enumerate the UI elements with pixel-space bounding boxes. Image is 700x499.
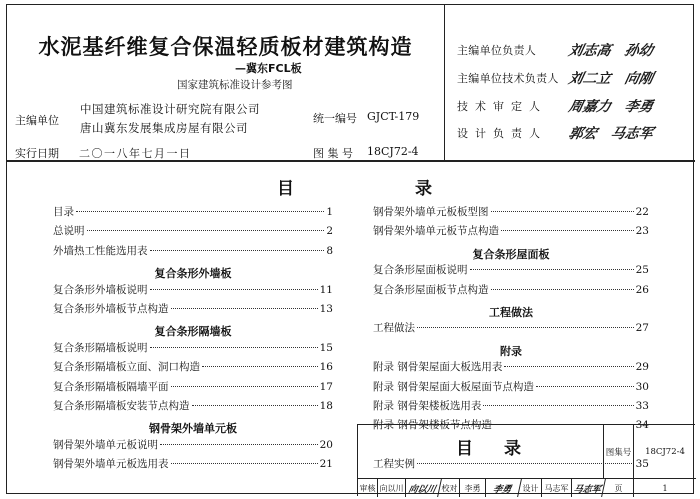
sign-cell: 设计 (520, 479, 542, 497)
toc-entry[interactable] (53, 382, 333, 393)
toc-section-heading: 复合条形隔墙板 (154, 325, 232, 339)
signature: 郭宏 (567, 126, 599, 142)
toc-leader-dots (417, 327, 634, 328)
toc-entry-page: 23 (635, 225, 649, 238)
toc-heading-left: 目 (277, 179, 294, 199)
sign-cell: 校对 (440, 479, 460, 497)
toc-entry-page: 22 (635, 206, 649, 218)
toc-entry-title: 工程做法 (373, 322, 415, 335)
toc-entry-title: 附录 钢骨架楼板选用表 (373, 400, 482, 412)
responsible-persons (445, 5, 695, 161)
title-block-sign-row (358, 479, 696, 497)
toc-leader-dots (202, 366, 318, 367)
page-title: 水泥基纤维复合保温轻质板材建筑构造 (38, 35, 413, 59)
toc-entry-page: 2 (326, 225, 333, 238)
toc-entry[interactable] (373, 265, 649, 276)
toc-leader-dots (171, 463, 318, 464)
signature: 孙幼 (623, 43, 655, 59)
toc-entry-title: 附录 钢骨架屋面大板屋面节点构造 (373, 380, 534, 393)
toc-entry-title: 附录 钢骨架楼板节点构造 (373, 419, 492, 432)
sign-cell: 审核 (358, 479, 378, 497)
header-info (7, 5, 445, 161)
table-of-contents (7, 161, 695, 495)
toc-entry-title: 外墙热工性能选用表 (53, 244, 148, 257)
toc-leader-dots (171, 308, 318, 309)
toc-entry[interactable] (373, 401, 649, 412)
toc-entry[interactable] (53, 226, 333, 237)
sign-cell: 李勇 (460, 479, 486, 497)
toc-leader-dots (192, 405, 318, 406)
toc-section-heading: 工程做法 (489, 306, 533, 319)
title-block (357, 424, 695, 496)
toc-entry-title: 复合条形外墙板节点构造 (53, 303, 169, 315)
toc-leader-dots (470, 269, 634, 270)
toc-entry-page: 16 (319, 361, 333, 374)
role-row (457, 122, 667, 144)
toc-entry-title: 复合条形隔墙板立面、洞口构造 (53, 361, 200, 374)
signature: 周嘉力 (567, 99, 613, 115)
toc-leader-dots (160, 444, 318, 445)
page-subtitle: —冀东FCL板 (235, 62, 302, 75)
org-name-2: 唐山冀东发展集成房屋有限公司 (80, 121, 248, 135)
toc-section-heading: 复合条形外墙板 (154, 267, 232, 281)
atlas-value: 18CJ72-4 (367, 145, 419, 158)
toc-entry-page: 15 (319, 341, 333, 354)
toc-entry-title: 复合条形隔墙板隔墙平面 (53, 380, 169, 393)
page-subtitle-standard: 国家建筑标准设计参考图 (177, 79, 293, 91)
toc-entry[interactable] (53, 362, 333, 373)
toc-entry-title: 附录 钢骨架屋面大板选用表 (373, 361, 503, 374)
title-block-title-1: 目 (456, 439, 473, 459)
signature: 刘二立 (567, 71, 613, 87)
toc-entry-page: 21 (319, 458, 333, 471)
sign-cell: 页 (604, 479, 634, 497)
role-label: 设计负责人 (457, 127, 547, 140)
toc-entry-page: 33 (635, 400, 649, 412)
toc-entry-page: 13 (319, 303, 333, 315)
toc-leader-dots (491, 211, 634, 212)
code-label: 统一编号 (313, 112, 357, 125)
signature: 李勇 (484, 479, 522, 497)
toc-entry-title: 目录 (53, 206, 74, 218)
signature: 刘志高 (567, 43, 613, 59)
role-row (457, 67, 667, 89)
toc-entry[interactable] (373, 285, 649, 296)
role-row (457, 95, 667, 117)
toc-entry-page: 20 (319, 438, 333, 451)
role-label: 主编单位负责人 (457, 44, 537, 57)
toc-entry[interactable] (53, 304, 333, 315)
org-label: 主编单位 (15, 114, 59, 127)
toc-entry-page: 18 (319, 400, 333, 412)
toc-entry-title: 钢骨架外墙单元板选用表 (53, 458, 169, 471)
code-value: GJCT-179 (367, 110, 420, 123)
title-block-title-2: 录 (504, 439, 521, 459)
signature: 向刚 (623, 71, 655, 87)
org-name-1: 中国建筑标准设计研究院有限公司 (80, 102, 260, 116)
toc-entry[interactable] (373, 362, 649, 373)
toc-leader-dots (501, 230, 634, 231)
toc-section-heading: 附录 (500, 344, 522, 358)
toc-entry-page: 34 (635, 419, 649, 432)
toc-leader-dots (483, 405, 633, 406)
toc-entry-title: 总说明 (53, 225, 85, 238)
toc-entry-title: 钢骨架外墙单元板节点构造 (373, 225, 499, 238)
toc-entry-title: 复合条形外墙板说明 (53, 283, 148, 296)
toc-leader-dots (150, 250, 325, 251)
date-value: 二〇一八年七月一日 (79, 147, 192, 160)
role-row (457, 39, 667, 61)
toc-leader-dots (171, 386, 318, 387)
toc-entry-page: 25 (635, 264, 649, 277)
toc-entry[interactable] (53, 459, 333, 470)
toc-entry-title: 工程实例 (373, 458, 415, 471)
signature: 向以川 (404, 479, 442, 497)
toc-entry-page: 26 (635, 283, 649, 296)
toc-entry-title: 复合条形隔墙板安装节点构造 (53, 400, 190, 412)
toc-entry[interactable] (53, 401, 333, 412)
toc-entry-page: 27 (635, 322, 649, 335)
drawing-sheet (6, 4, 694, 494)
toc-entry-page: 8 (326, 244, 333, 257)
toc-entry[interactable] (373, 382, 649, 393)
toc-entry-page: 1 (326, 206, 333, 218)
atlas-label: 图 集 号 (313, 147, 353, 160)
toc-leader-dots (536, 386, 634, 387)
toc-entry-title: 复合条形屋面板节点构造 (373, 283, 489, 296)
date-label: 实行日期 (15, 147, 59, 160)
toc-entry[interactable] (53, 285, 333, 296)
toc-entry[interactable] (373, 226, 649, 237)
toc-entry[interactable] (373, 323, 649, 334)
role-label: 技术审定人 (457, 100, 547, 113)
title-block-heading (358, 425, 604, 479)
toc-leader-dots (491, 289, 634, 290)
role-label: 主编单位技术负责人 (457, 72, 559, 85)
signature: 马志军 (609, 126, 655, 142)
toc-leader-dots (150, 347, 318, 348)
toc-entry[interactable] (373, 207, 649, 218)
toc-heading-right: 录 (415, 179, 432, 199)
toc-entry-page: 11 (319, 283, 333, 296)
toc-entry[interactable] (53, 343, 333, 354)
toc-entry-title: 复合条形屋面板说明 (373, 264, 468, 277)
toc-entry[interactable] (53, 207, 333, 218)
toc-leader-dots (504, 366, 633, 367)
signature: 马志军 (570, 479, 606, 497)
toc-entry[interactable] (53, 440, 333, 451)
toc-entry[interactable] (53, 246, 333, 257)
toc-entry-page: 17 (319, 380, 333, 393)
toc-entry-page: 29 (635, 361, 649, 374)
page-number: 1 (662, 483, 668, 493)
toc-leader-dots (87, 230, 325, 231)
sign-cell: 向以川 (378, 479, 406, 497)
toc-entry-page: 35 (635, 458, 649, 471)
toc-entry-page: 30 (635, 380, 649, 393)
title-block-atlas-value: 18CJ72-4 (634, 425, 696, 479)
toc-section-heading: 钢骨架外墙单元板 (149, 422, 237, 436)
sign-cell: 马志军 (542, 479, 572, 497)
toc-entry-title: 复合条形隔墙板说明 (53, 341, 148, 354)
toc-leader-dots (150, 289, 318, 290)
toc-section-heading: 复合条形屋面板 (472, 247, 550, 261)
signature: 李勇 (623, 99, 655, 115)
toc-leader-dots (76, 211, 324, 212)
toc-entry-title: 钢骨架外墙单元板板型图 (373, 206, 489, 218)
toc-entry-title: 钢骨架外墙单元板说明 (53, 438, 158, 451)
title-block-atlas-label: 图集号 (604, 425, 634, 479)
